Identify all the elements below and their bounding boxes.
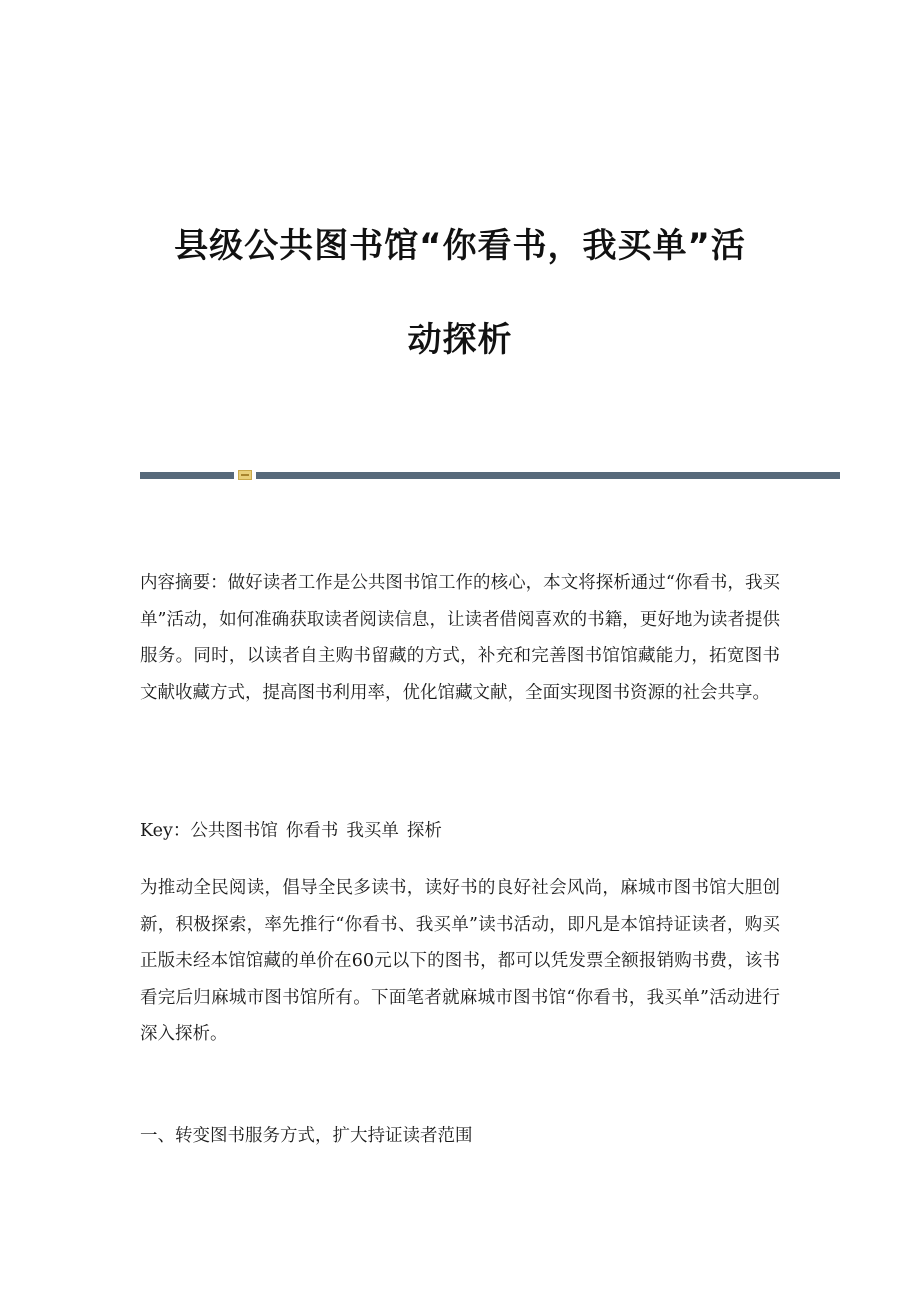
body-paragraph: 为推动全民阅读，倡导全民多读书，读好书的良好社会风尚，麻城市图书馆大胆创新，积极探索，率先推行“你看书、我买单”读书活动，即凡是本馆持证读者，购买正版未经本馆馆藏的单价在60元以下的图书，都可以凭发票全额报销购书费，该书看完后归麻城市图书馆所有。下面笔者就麻城市图书馆“你看书，我买单”活动进行深入探析。	[140, 878, 780, 1044]
abstract-paragraph: 内容摘要：做好读者工作是公共图书馆工作的核心，本文将探析通过“你看书，我买单”活动，如何准确获取读者阅读信息，让读者借阅喜欢的书籍，更好地为读者提供服务。同时，以读者自主购书留藏的方式，补充和完善图书馆馆藏能力，拓宽图书文献收藏方式，提高图书利用率，优化馆藏文献，全面实现图书资源的社会共享。	[140, 573, 780, 703]
keywords-label: Key：	[140, 821, 191, 841]
keyword: 你看书	[285, 821, 339, 841]
keyword: 公共图书馆	[190, 821, 278, 841]
divider-bar-left	[140, 472, 234, 479]
keyword: 我买单	[346, 821, 399, 841]
divider-bar-right	[256, 472, 840, 479]
divider-emblem-icon	[238, 470, 252, 480]
title-divider	[140, 470, 840, 480]
keyword: 探析	[406, 821, 442, 841]
section-heading: 一、转变图书服务方式，扩大持证读者范围	[140, 1126, 473, 1146]
keywords-line	[140, 813, 780, 850]
document-title-line-2: 动探析	[407, 320, 513, 360]
document-title-line-1: 县级公共图书馆“你看书，我买单”活	[174, 226, 746, 266]
